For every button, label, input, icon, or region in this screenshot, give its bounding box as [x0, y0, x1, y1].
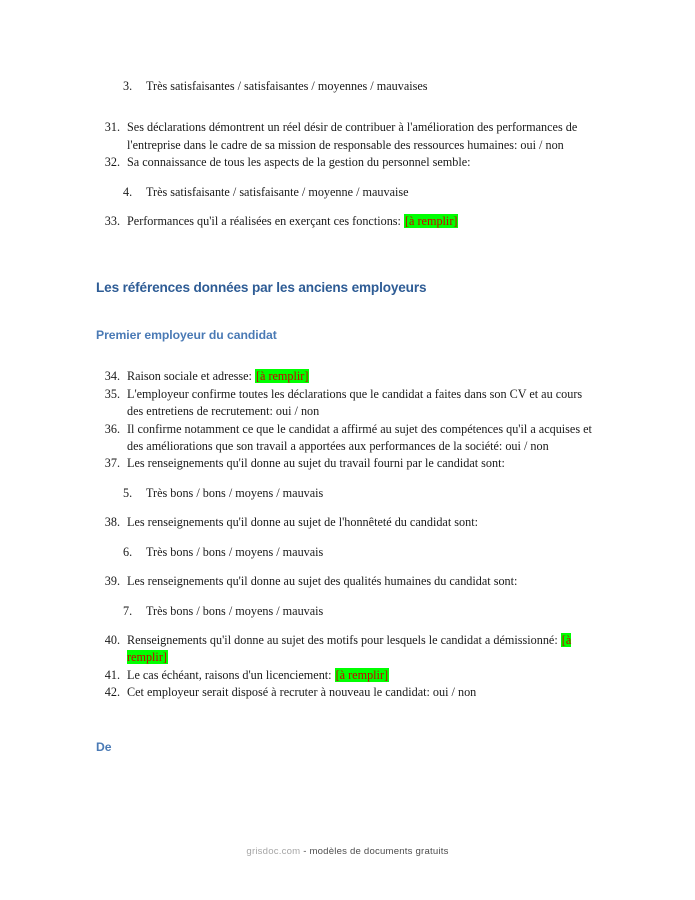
list-item [96, 368, 596, 385]
trailing-gap [96, 702, 596, 740]
list-item [96, 544, 596, 561]
list-item-text [120, 632, 596, 667]
list-item [96, 667, 596, 684]
list-item-number: 7. [123, 603, 133, 618]
fill-in-placeholder[interactable]: [à remplir] [335, 667, 389, 682]
list-item [96, 213, 596, 230]
list-item-label: Renseignements qu'il donne au sujet des motifs pour lesquels le candidat a démissionné: [127, 632, 561, 647]
list-item-number: 5. [123, 485, 133, 500]
list-item [96, 514, 596, 531]
list-item [96, 632, 596, 667]
list-item-number: 33. [104, 214, 120, 229]
list-item [96, 386, 596, 421]
footer-tagline: - modèles de documents gratuits [300, 846, 449, 857]
list-item-text: Les renseignements qu'il donne au sujet des qualités humaines du candidat sont: [127, 574, 518, 589]
fill-in-placeholder[interactable]: [à remplir] [404, 214, 458, 229]
list-item [96, 119, 596, 154]
list-item-text [120, 213, 596, 230]
trailing-heading: De [96, 739, 112, 754]
list-item-text: Cet employeur serait disposé à recruter à nouveau le candidat: oui / non [127, 685, 477, 700]
top-spacer [96, 0, 596, 78]
list-item [96, 78, 596, 95]
list-item-text: Très bons / bons / moyens / mauvais [146, 603, 324, 618]
subheading-gap [96, 342, 596, 368]
list-item-number: 40. [104, 632, 120, 647]
list-item [96, 154, 596, 171]
list-item-number: 35. [104, 386, 120, 401]
list-item-text: Les renseignements qu'il donne au sujet de l'honnêteté du candidat sont: [127, 515, 478, 530]
list-item [96, 421, 596, 456]
list-item [96, 455, 596, 472]
list-item-text: Sa connaissance de tous les aspects de la gestion du personnel semble: [127, 155, 471, 170]
fill-in-placeholder[interactable]: [à remplir] [255, 369, 309, 384]
list-item-text: Très satisfaisantes / satisfaisantes / moyennes / mauvaises [146, 79, 428, 93]
list-item-number: 36. [104, 421, 120, 436]
footer-site-name: grisdoc.com [246, 846, 301, 857]
page-footer [0, 846, 695, 857]
list-item-number: 3. [123, 79, 133, 93]
list-item-text [120, 368, 596, 385]
list-item-text: L'employeur confirme toutes les déclarations que le candidat a faites dans son CV et au cours des entretiens de recrutement: oui / non [127, 386, 583, 419]
list-item-number: 34. [104, 369, 120, 384]
heading-gap [96, 295, 596, 328]
list-item-number: 6. [123, 544, 133, 559]
list-item-text [120, 667, 596, 684]
section-heading: Les références données par les anciens employeurs [96, 280, 427, 296]
list-item [96, 485, 596, 502]
list-item-text: Ses déclarations démontrent un réel désir de contribuer à l'amélioration des performances de l'entreprise dans le cadre de sa mission de responsable des ressources humaines: oui / non [127, 120, 578, 152]
list-item-label: Performances qu'il a réalisées en exerçant ces fonctions: [127, 214, 404, 229]
list-item-number: 32. [104, 155, 120, 170]
list-item-text: Très bons / bons / moyens / mauvais [146, 544, 324, 559]
list-item-number: 41. [104, 667, 120, 682]
document-body [96, 0, 596, 754]
section-gap [96, 230, 596, 280]
list-item-text: Il confirme notamment ce que le candidat a affirmé au sujet des compétences qu'il a acquises et des améliorations que son travail a apportées aux performances de la société: oui / non [127, 421, 592, 454]
list-item-text: Très satisfaisante / satisfaisante / moyenne / mauvaise [146, 184, 409, 199]
list-item-number: 37. [104, 456, 120, 471]
list-item-label: Raison sociale et adresse: [127, 369, 255, 384]
list-item-text: Très bons / bons / moyens / mauvais [146, 485, 324, 500]
fill-in-placeholder[interactable]: [à remplir] [127, 632, 572, 665]
list-item [96, 684, 596, 701]
list-item [96, 573, 596, 590]
list-item-number: 42. [104, 685, 120, 700]
spacer [96, 107, 596, 119]
list-item-label: Le cas échéant, raisons d'un licenciement: [127, 667, 335, 682]
list-item-text: Les renseignements qu'il donne au sujet du travail fourni par le candidat sont: [127, 456, 505, 471]
list-item-number: 4. [123, 184, 133, 199]
list-item [96, 184, 596, 201]
list-item [96, 603, 596, 620]
list-item-number: 38. [104, 515, 120, 530]
subsection-heading: Premier employeur du candidat [96, 328, 277, 343]
list-item-number: 39. [104, 574, 120, 589]
list-item-number: 31. [104, 120, 120, 135]
